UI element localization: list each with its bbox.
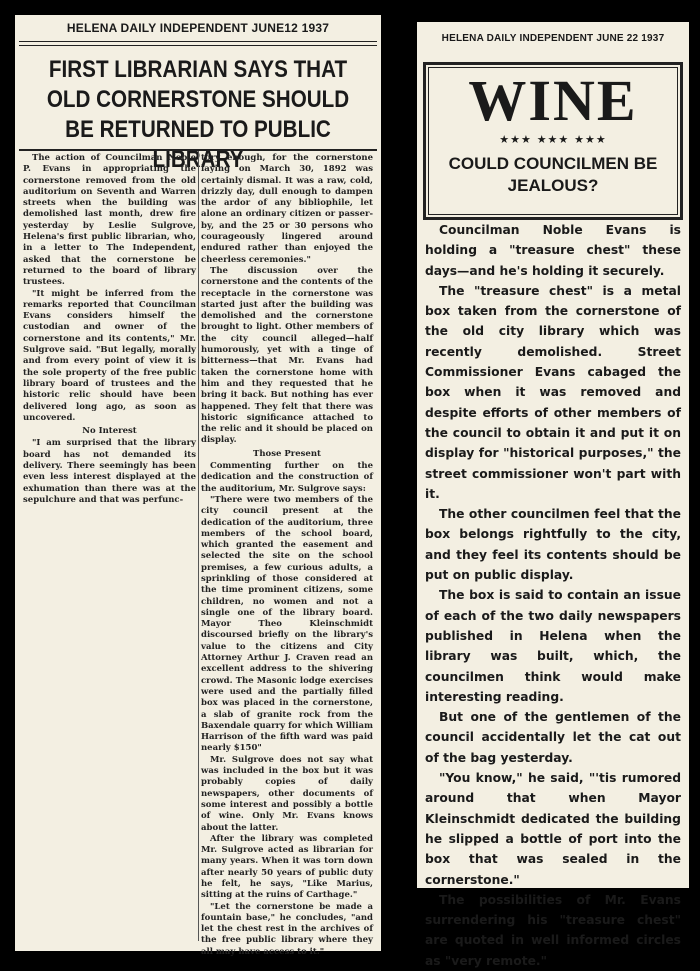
divider <box>19 45 377 46</box>
paragraph: The discussion over the cornerstone and the contents of the receptacle in the cornerstone was started just after the building was demolished and the cornerstone brought to light. Other members of the city council alleged—half humorously, yet with a tinge of bitterness—that Mr. Evans had taken the cornerstone home with him and they requested that he bring it back. But nothing has ever happened. They felt that there was historic significance attached to the relic and it should be placed on display. <box>201 265 373 446</box>
left-newspaper-clipping <box>15 15 381 957</box>
paragraph: The action of Councilman Noble P. Evans in appropriating the cornerstone removed from the old auditorium on Seventh and Warren streets when the building was demolished last month, drew fire yesterday by Leslie Sulgrove, Helena's first public librarian, who, in a letter to The Independent, asked that the cornerstone be returned to the board of library trustees. <box>23 153 196 288</box>
article-column-2 <box>201 153 373 958</box>
paragraph: The box is said to contain an issue of each of the two daily newspapers published in Helena when the library was built, which, the councilmen think would make interesting reading. <box>425 588 681 704</box>
divider <box>19 41 377 42</box>
star-ornament: ★★★ ★★★ ★★★ <box>499 133 607 146</box>
paragraph: Commenting further on the dedication and the construction of the auditorium, Mr. Sulgrove says: <box>201 461 373 494</box>
column-divider <box>198 151 199 941</box>
paragraph: But one of the gentlemen of the council accidentally let the cat out of the bag yesterday. <box>425 710 681 765</box>
right-newspaper-clipping <box>417 22 689 968</box>
paragraph: "You know," he said, "'tis rumored around that when Mayor Kleinschmidt dedicated the building he slipped a bottle of port into the box that was sealed in the cornerstone." <box>425 771 681 887</box>
subheadline: COULD COUNCILMEN BE JEALOUS? <box>448 154 658 195</box>
paragraph: After the library was completed Mr. Sulgrove acted as librarian for many years. When it was torn down after nearly 50 years of public duty he felt, he says, "Like Marius, sitting at the ruins of Carthage." <box>201 833 373 901</box>
paragraph: "Let the cornerstone be made a fountain base," he concludes, "and let the chest rest in the archives of the free public library where they all may have access to it." <box>201 901 373 957</box>
paragraph: "I am surprised that the library board has not demanded its delivery. There seemingly has been even less interest displayed at the exhumation than there was at the sepulchure and that was perfunc- <box>23 438 196 505</box>
paragraph: The "treasure chest" is a metal box taken from the cornerstone of the old city library which was recently demolished. Street Commissioner Evans cabaged the box when it was removed and despite efforts of other members of the council to obtain it and put it on display for "historical purposes," the street commissioner won't part with it. <box>425 283 681 501</box>
article-column <box>425 220 681 971</box>
dateline: HELENA DAILY INDEPENDENT JUNE12 1937 <box>66 21 330 35</box>
headline-box <box>423 62 683 220</box>
paragraph: Mr. Sulgrove does not say what was included in the box but it was probably copies of daily newspapers, other documents of some interest and possibly a bottle of wine. Only Mr. Evans knows about the latter. <box>201 754 373 833</box>
paragraph: tory enough, for the cornerstone laying on March 30, 1892 was certainly dismal. It was a raw, cold, drizzly day, dull enough to dampen the ardor of any bibliophile, let alone an ordinary citizen or passer-by, and the 25 or 30 persons who courageously lingered around endured rather than enjoyed the cheerless ceremonies." <box>201 153 373 265</box>
dateline: HELENA DAILY INDEPENDENT JUNE 22 1937 <box>441 33 665 44</box>
paragraph: "There were two members of the city council present at the dedication of the auditorium, three members of the school board, which granted the easement and selected the site on the school premises, a few curious adults, a sprinkling of those considered at the time prominent citizens, some children, no women and not a single one of the library board. Mayor Theo Kleinschmidt discoursed briefly on the library's value to the citizens and City Attorney Arthur J. Craven read an excellent address to the shivering crowd. The Masonic lodge exercises were used and the partially filled box was placed in the cornerstone, a slab of granite rock from the Baxendale quarry for which William Harrison of the fifth ward was paid nearly $150" <box>201 494 373 754</box>
paragraph: The possibilities of Mr. Evans surrendering his "treasure chest" are quoted in well informed circles as "very remote." <box>425 892 681 968</box>
paragraph: "It might be inferred from the remarks reported that Councilman Evans considers himself the custodian and owner of the cornerstone and its contents," Mr. Sulgrove said. "But legally, morally and from every point of view it is the sole property of the free public library board of trustees and the historic relic should have been delivered long ago, as soon as uncovered. <box>23 288 196 423</box>
paragraph: Councilman Noble Evans is holding a "treasure chest" these days—and he's holding it securely. <box>425 223 681 278</box>
subheading: No Interest <box>82 426 137 437</box>
article-column-1 <box>23 153 196 506</box>
headline: FIRST LIBRARIAN SAYS THAT OLD CORNERSTONE SHOULD BE RETURNED TO PUBLIC LIBRARY <box>46 56 350 173</box>
headline: WINE <box>468 68 638 133</box>
subheading: Those Present <box>253 448 321 459</box>
paragraph: The other councilmen feel that the box belongs rightfully to the city, and they feel its contents should be put on public display. <box>425 507 681 583</box>
